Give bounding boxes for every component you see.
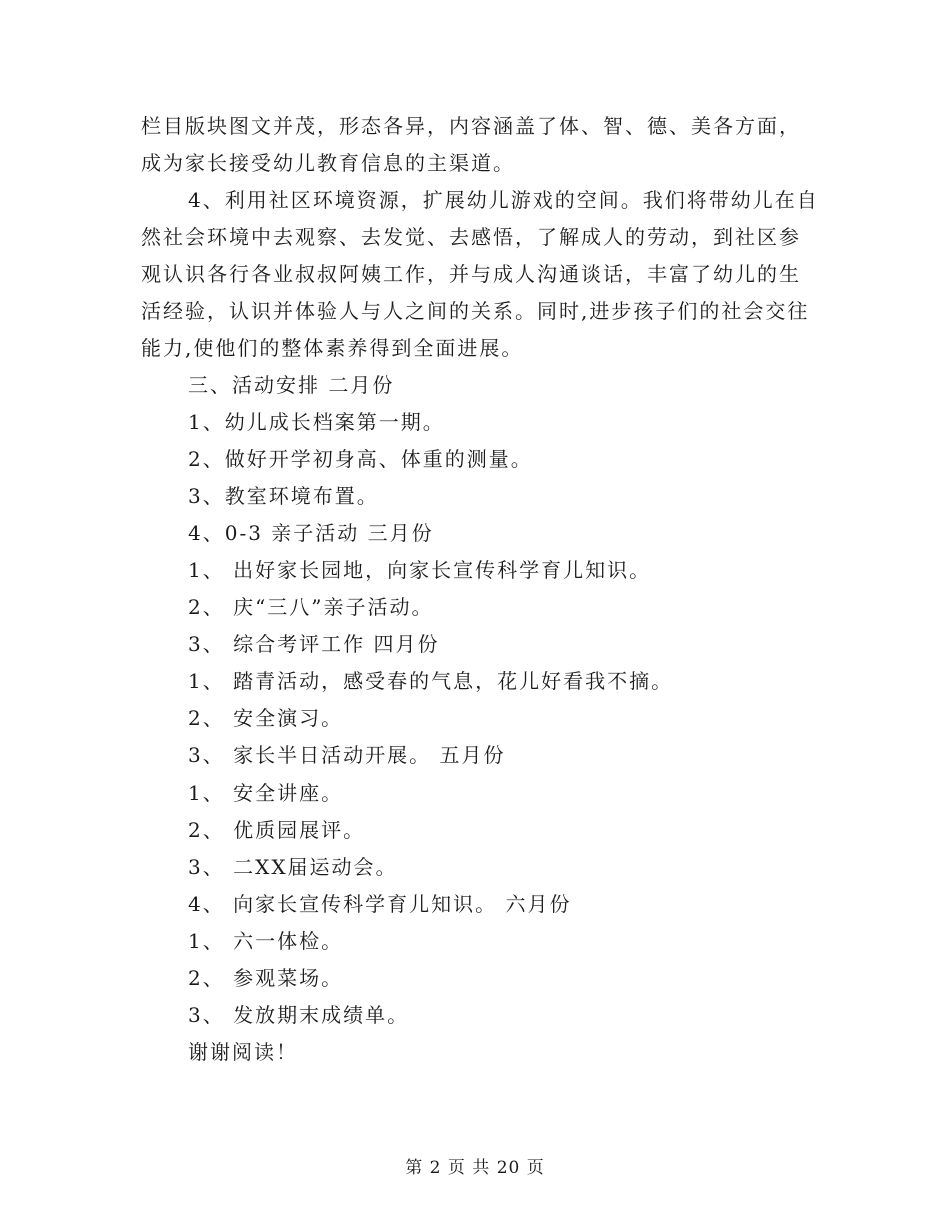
schedule-item: 2、 庆“三八”亲子活动。 — [188, 595, 434, 619]
schedule-heading: 三、活动安排 二月份 — [188, 373, 395, 397]
schedule-item: 3、 二XX届运动会。 — [188, 855, 398, 879]
paragraph-1-line-1: 栏目版块图文并茂，形态各异，内容涵盖了体、智、德、美各方面， — [141, 114, 801, 138]
schedule-item: 1、 出好家长园地，向家长宣传科学育儿知识。 — [188, 558, 652, 582]
paragraph-2-line-5: 能力,使他们的整体素养得到全面进展。 — [141, 336, 524, 360]
schedule-item: 1、 六一体检。 — [188, 929, 344, 953]
schedule-item: 1、幼儿成长档案第一期。 — [188, 410, 445, 434]
schedule-item: 3、 发放期末成绩单。 — [188, 1003, 410, 1027]
paragraph-2-line-1: 4、利用社区环境资源，扩展幼儿游戏的空间。我们将带幼儿在自 — [188, 188, 819, 212]
page-number-footer: 第 2 页 共 20 页 — [405, 1158, 545, 1178]
closing-text: 谢谢阅读！ — [188, 1040, 298, 1064]
schedule-item: 4、 向家长宣传科学育儿知识。 六月份 — [188, 892, 572, 916]
paragraph-2-line-2: 然社会环境中去观察、去发觉、去感悟，了解成人的劳动，到社区参 — [141, 225, 801, 249]
schedule-item: 3、 综合考评工作 四月份 — [188, 632, 440, 656]
schedule-item: 1、 安全讲座。 — [188, 781, 344, 805]
schedule-item: 2、做好开学初身高、体重的测量。 — [188, 447, 533, 471]
schedule-item: 1、 踏青活动，感受春的气息，花儿好看我不摘。 — [188, 669, 674, 693]
paragraph-1-line-2: 成为家长接受幼儿教育信息的主渠道。 — [141, 151, 515, 175]
schedule-item: 3、 家长半日活动开展。 五月份 — [188, 743, 506, 767]
paragraph-2-line-4: 活经验，认识并体验人与人之间的关系。同时,进步孩子们的社会交往 — [141, 299, 810, 323]
schedule-item: 4、0-3 亲子活动 三月份 — [188, 521, 434, 545]
schedule-item: 2、 参观菜场。 — [188, 966, 344, 990]
paragraph-2-line-3: 观认识各行各业叔叔阿姨工作，并与成人沟通谈话，丰富了幼儿的生 — [141, 262, 801, 286]
schedule-item: 2、 安全演习。 — [188, 706, 344, 730]
schedule-item: 2、 优质园展评。 — [188, 818, 366, 842]
schedule-item: 3、教室环境布置。 — [188, 484, 379, 508]
